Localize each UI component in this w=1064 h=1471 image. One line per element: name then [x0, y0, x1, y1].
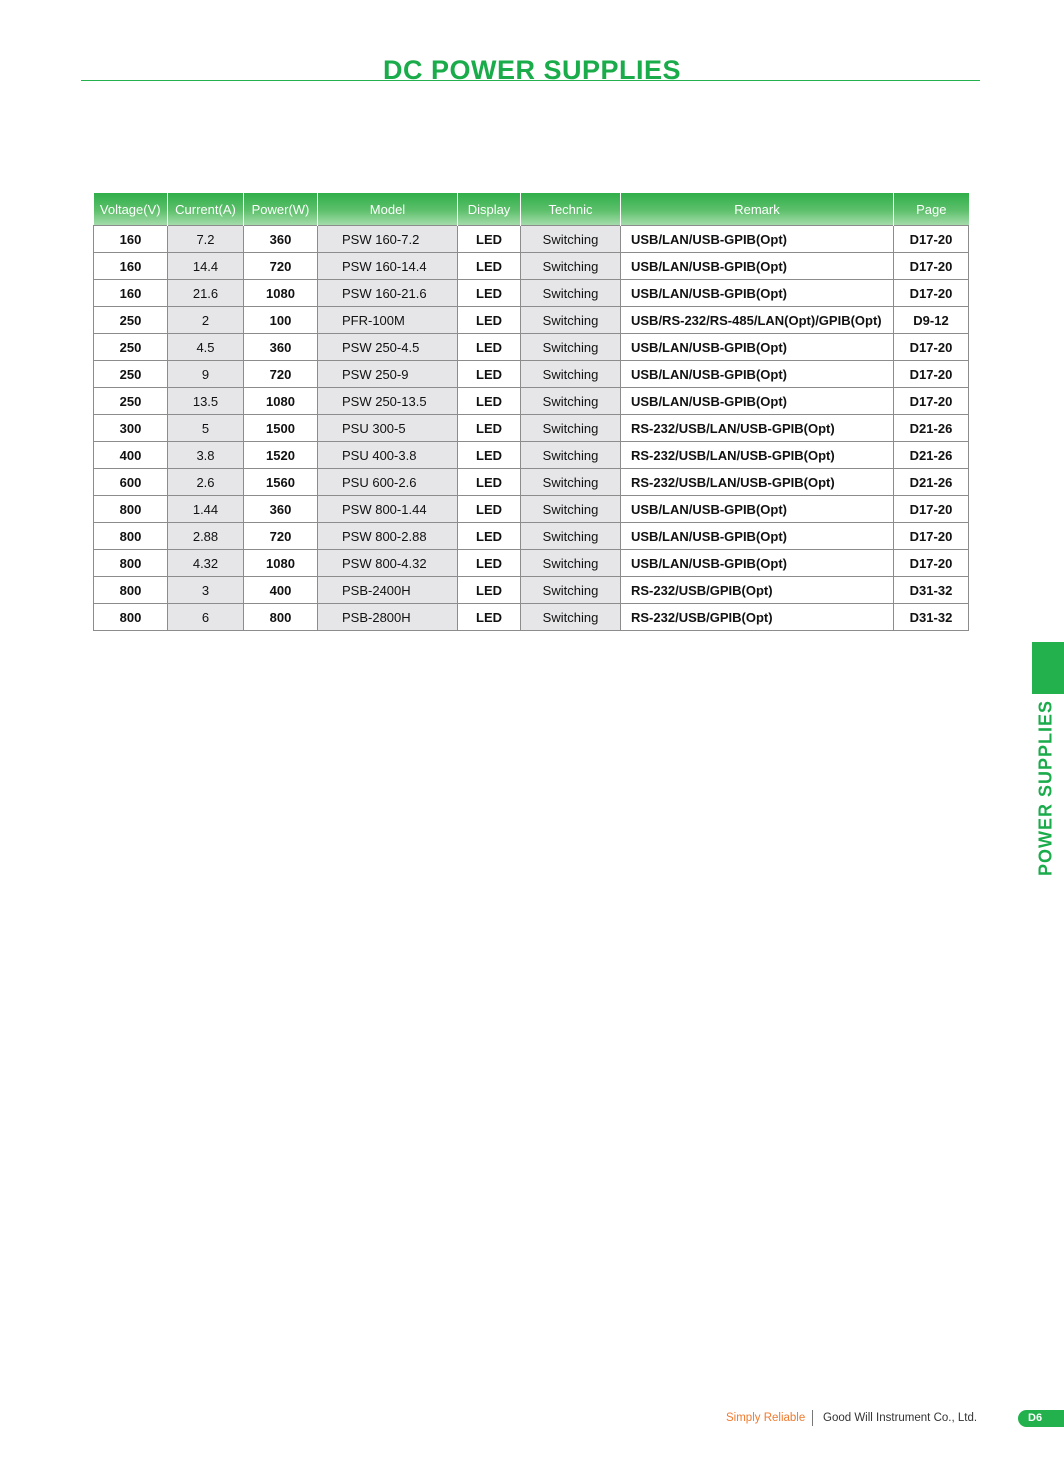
- display-cell: LED: [458, 442, 521, 469]
- page-cell: D31-32: [894, 604, 969, 631]
- header-page: Page: [894, 193, 969, 226]
- display-cell: LED: [458, 361, 521, 388]
- footer-tagline: Simply Reliable: [726, 1412, 806, 1424]
- table-row: [94, 550, 969, 577]
- model-cell: PSU 400-3.8: [318, 442, 458, 469]
- page-cell: D17-20: [894, 496, 969, 523]
- table-row: [94, 469, 969, 496]
- table-header-row: [94, 193, 969, 226]
- page-cell: D17-20: [894, 226, 969, 253]
- model-cell: PSU 300-5: [318, 415, 458, 442]
- page-cell: D17-20: [894, 253, 969, 280]
- current-cell: 3.8: [168, 442, 244, 469]
- current-cell: 1.44: [168, 496, 244, 523]
- page-cell: D21-26: [894, 469, 969, 496]
- header-current: Current(A): [168, 193, 244, 226]
- remark-cell: USB/LAN/USB-GPIB(Opt): [621, 334, 894, 361]
- display-cell: LED: [458, 415, 521, 442]
- technic-cell: Switching: [521, 307, 621, 334]
- page-cell: D17-20: [894, 523, 969, 550]
- table-row: [94, 253, 969, 280]
- page-cell: D21-26: [894, 442, 969, 469]
- voltage-cell: 250: [94, 334, 168, 361]
- technic-cell: Switching: [521, 226, 621, 253]
- model-cell: PSW 250-13.5: [318, 388, 458, 415]
- model-cell: PSB-2400H: [318, 577, 458, 604]
- header-power: Power(W): [244, 193, 318, 226]
- table-row: [94, 496, 969, 523]
- table-row: [94, 388, 969, 415]
- technic-cell: Switching: [521, 496, 621, 523]
- display-cell: LED: [458, 496, 521, 523]
- display-cell: LED: [458, 469, 521, 496]
- display-cell: LED: [458, 577, 521, 604]
- technic-cell: Switching: [521, 442, 621, 469]
- remark-cell: RS-232/USB/LAN/USB-GPIB(Opt): [621, 415, 894, 442]
- remark-cell: RS-232/USB/GPIB(Opt): [621, 577, 894, 604]
- voltage-cell: 160: [94, 253, 168, 280]
- page-cell: D31-32: [894, 577, 969, 604]
- voltage-cell: 800: [94, 496, 168, 523]
- voltage-cell: 800: [94, 604, 168, 631]
- remark-cell: RS-232/USB/LAN/USB-GPIB(Opt): [621, 442, 894, 469]
- remark-cell: USB/LAN/USB-GPIB(Opt): [621, 550, 894, 577]
- header-technic: Technic: [521, 193, 621, 226]
- model-cell: PSW 160-21.6: [318, 280, 458, 307]
- display-cell: LED: [458, 388, 521, 415]
- page-cell: D17-20: [894, 334, 969, 361]
- current-cell: 7.2: [168, 226, 244, 253]
- voltage-cell: 800: [94, 523, 168, 550]
- table-row: [94, 523, 969, 550]
- voltage-cell: 800: [94, 550, 168, 577]
- page-cell: D17-20: [894, 280, 969, 307]
- spec-table: [93, 193, 969, 631]
- power-cell: 1080: [244, 388, 318, 415]
- technic-cell: Switching: [521, 334, 621, 361]
- side-tab-block: [1032, 642, 1064, 694]
- current-cell: 4.5: [168, 334, 244, 361]
- remark-cell: USB/LAN/USB-GPIB(Opt): [621, 253, 894, 280]
- technic-cell: Switching: [521, 361, 621, 388]
- remark-cell: USB/LAN/USB-GPIB(Opt): [621, 523, 894, 550]
- page-number-badge: D6: [1018, 1410, 1064, 1427]
- remark-cell: RS-232/USB/LAN/USB-GPIB(Opt): [621, 469, 894, 496]
- current-cell: 3: [168, 577, 244, 604]
- technic-cell: Switching: [521, 577, 621, 604]
- power-cell: 360: [244, 496, 318, 523]
- display-cell: LED: [458, 550, 521, 577]
- remark-cell: USB/RS-232/RS-485/LAN(Opt)/GPIB(Opt): [621, 307, 894, 334]
- technic-cell: Switching: [521, 415, 621, 442]
- model-cell: PSB-2800H: [318, 604, 458, 631]
- power-cell: 1560: [244, 469, 318, 496]
- power-cell: 1080: [244, 280, 318, 307]
- technic-cell: Switching: [521, 550, 621, 577]
- footer-divider: [812, 1410, 813, 1426]
- remark-cell: RS-232/USB/GPIB(Opt): [621, 604, 894, 631]
- model-cell: PSW 800-1.44: [318, 496, 458, 523]
- header-remark: Remark: [621, 193, 894, 226]
- power-cell: 1520: [244, 442, 318, 469]
- power-cell: 720: [244, 523, 318, 550]
- table-row: [94, 442, 969, 469]
- power-cell: 400: [244, 577, 318, 604]
- table-row: [94, 307, 969, 334]
- model-cell: PSW 250-9: [318, 361, 458, 388]
- page-cell: D17-20: [894, 550, 969, 577]
- current-cell: 21.6: [168, 280, 244, 307]
- current-cell: 6: [168, 604, 244, 631]
- voltage-cell: 300: [94, 415, 168, 442]
- current-cell: 2: [168, 307, 244, 334]
- page-cell: D17-20: [894, 388, 969, 415]
- display-cell: LED: [458, 523, 521, 550]
- technic-cell: Switching: [521, 253, 621, 280]
- power-cell: 800: [244, 604, 318, 631]
- page-cell: D17-20: [894, 361, 969, 388]
- power-cell: 720: [244, 253, 318, 280]
- power-cell: 720: [244, 361, 318, 388]
- model-cell: PFR-100M: [318, 307, 458, 334]
- model-cell: PSW 800-2.88: [318, 523, 458, 550]
- current-cell: 2.6: [168, 469, 244, 496]
- current-cell: 5: [168, 415, 244, 442]
- technic-cell: Switching: [521, 469, 621, 496]
- model-cell: PSW 160-14.4: [318, 253, 458, 280]
- display-cell: LED: [458, 334, 521, 361]
- technic-cell: Switching: [521, 280, 621, 307]
- current-cell: 14.4: [168, 253, 244, 280]
- remark-cell: USB/LAN/USB-GPIB(Opt): [621, 280, 894, 307]
- voltage-cell: 250: [94, 388, 168, 415]
- current-cell: 13.5: [168, 388, 244, 415]
- remark-cell: USB/LAN/USB-GPIB(Opt): [621, 226, 894, 253]
- page-title: DC POWER SUPPLIES: [382, 55, 682, 85]
- footer-company: Good Will Instrument Co., Ltd.: [823, 1412, 978, 1424]
- page-cell: D9-12: [894, 307, 969, 334]
- table-row: [94, 604, 969, 631]
- side-tab-label: POWER SUPPLIES: [1035, 699, 1056, 877]
- voltage-cell: 160: [94, 280, 168, 307]
- table-row: [94, 226, 969, 253]
- power-cell: 360: [244, 334, 318, 361]
- voltage-cell: 250: [94, 361, 168, 388]
- technic-cell: Switching: [521, 604, 621, 631]
- technic-cell: Switching: [521, 388, 621, 415]
- voltage-cell: 400: [94, 442, 168, 469]
- power-cell: 1500: [244, 415, 318, 442]
- current-cell: 4.32: [168, 550, 244, 577]
- display-cell: LED: [458, 226, 521, 253]
- voltage-cell: 160: [94, 226, 168, 253]
- header-voltage: Voltage(V): [94, 193, 168, 226]
- voltage-cell: 250: [94, 307, 168, 334]
- model-cell: PSW 800-4.32: [318, 550, 458, 577]
- current-cell: 9: [168, 361, 244, 388]
- table-row: [94, 415, 969, 442]
- current-cell: 2.88: [168, 523, 244, 550]
- table-body: [94, 226, 969, 631]
- model-cell: PSW 160-7.2: [318, 226, 458, 253]
- voltage-cell: 600: [94, 469, 168, 496]
- display-cell: LED: [458, 280, 521, 307]
- technic-cell: Switching: [521, 523, 621, 550]
- remark-cell: USB/LAN/USB-GPIB(Opt): [621, 496, 894, 523]
- page-cell: D21-26: [894, 415, 969, 442]
- power-cell: 1080: [244, 550, 318, 577]
- display-cell: LED: [458, 604, 521, 631]
- display-cell: LED: [458, 253, 521, 280]
- table-row: [94, 577, 969, 604]
- header-display: Display: [458, 193, 521, 226]
- table-row: [94, 334, 969, 361]
- power-cell: 360: [244, 226, 318, 253]
- remark-cell: USB/LAN/USB-GPIB(Opt): [621, 361, 894, 388]
- voltage-cell: 800: [94, 577, 168, 604]
- power-cell: 100: [244, 307, 318, 334]
- model-cell: PSW 250-4.5: [318, 334, 458, 361]
- table-row: [94, 361, 969, 388]
- header-model: Model: [318, 193, 458, 226]
- display-cell: LED: [458, 307, 521, 334]
- model-cell: PSU 600-2.6: [318, 469, 458, 496]
- remark-cell: USB/LAN/USB-GPIB(Opt): [621, 388, 894, 415]
- table-row: [94, 280, 969, 307]
